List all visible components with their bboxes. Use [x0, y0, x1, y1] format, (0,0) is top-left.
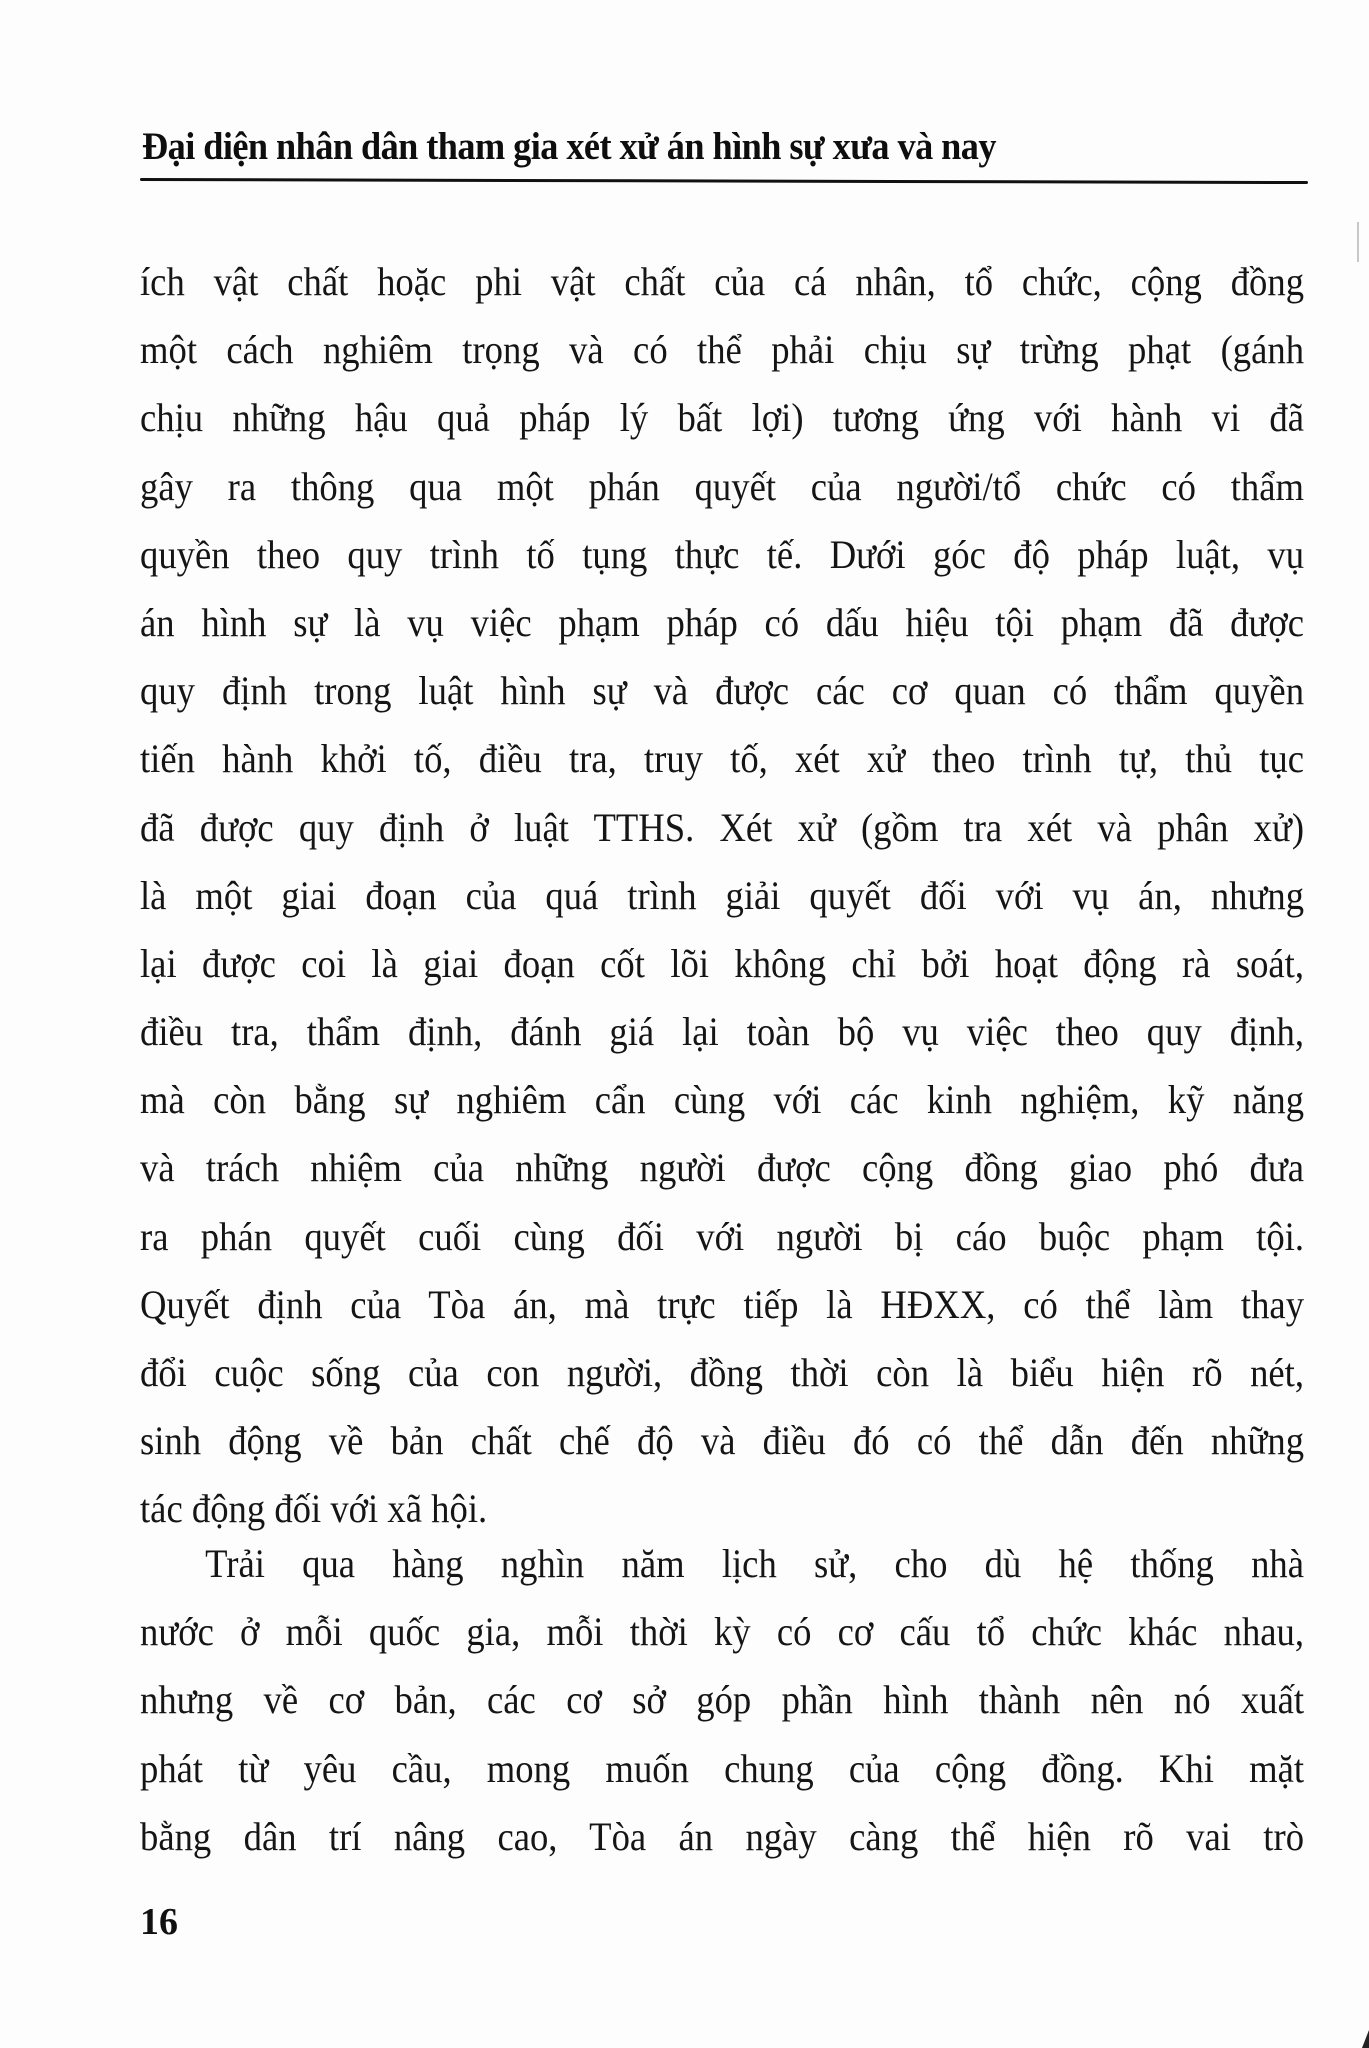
text-line: một cách nghiêm trọng và có thể phải chịu sự trừng phạt (gánh [140, 327, 1305, 373]
text-line: đổi cuộc sống của con người, đồng thời còn là biểu hiện rõ nét, [140, 1350, 1305, 1395]
text-line: Quyết định của Tòa án, mà trực tiếp là HĐXX, có thể làm thay [140, 1281, 1305, 1327]
text-line: Trải qua hàng nghìn năm lịch sử, cho dù hệ thống nhà [205, 1541, 1305, 1586]
text-line: sinh động về bản chất chế độ và điều đó có thể dẫn đến những [140, 1418, 1305, 1464]
page-corner-mark [1362, 2030, 1369, 2048]
text-line: là một giai đoạn của quá trình giải quyết đối với vụ án, nhưng [140, 872, 1305, 918]
header-rule [140, 178, 1308, 184]
text-line: gây ra thông qua một phán quyết của người/tổ chức có thẩm [140, 463, 1305, 509]
page-number: 16 [140, 1901, 178, 1943]
scan-speck [18, 1160, 48, 1178]
text-line: nước ở mỗi quốc gia, mỗi thời kỳ có cơ cấu tổ chức khác nhau, [140, 1609, 1305, 1655]
text-line: nhưng về cơ bản, các cơ sở góp phần hình thành nên nó xuất [140, 1677, 1305, 1723]
paragraph-1 [140, 248, 1304, 1544]
text-line: quy định trong luật hình sự và được các cơ quan có thẩm quyền [140, 668, 1305, 714]
text-line: đã được quy định ở luật TTHS. Xét xử (gồm tra xét và phân xử) [140, 804, 1305, 850]
paragraph-2 [140, 1530, 1304, 1871]
text-line: điều tra, thẩm định, đánh giá lại toàn bộ vụ việc theo quy định, [140, 1009, 1305, 1055]
text-line: chịu những hậu quả pháp lý bất lợi) tương ứng với hành vi đã [140, 395, 1305, 441]
text-line: ra phán quyết cuối cùng đối với người bị cáo buộc phạm tội. [140, 1213, 1305, 1259]
text-line: quyền theo quy trình tố tụng thực tế. Dưới góc độ pháp luật, vụ [140, 531, 1305, 577]
text-line: mà còn bằng sự nghiêm cẩn cùng với các kinh nghiệm, kỹ năng [140, 1077, 1305, 1123]
text-line: án hình sự là vụ việc phạm pháp có dấu hiệu tội phạm đã được [140, 599, 1305, 645]
text-line: bằng dân trí nâng cao, Tòa án ngày càng thể hiện rõ vai trò [140, 1813, 1305, 1859]
text-line: phát từ yêu cầu, mong muốn chung của cộng đồng. Khi mặt [140, 1745, 1305, 1791]
text-line: và trách nhiệm của những người được cộng đồng giao phó đưa [140, 1145, 1305, 1191]
text-line: tiến hành khởi tố, điều tra, truy tố, xét xử theo trình tự, thủ tục [140, 736, 1305, 782]
running-header-title: Đại diện nhân dân tham gia xét xử án hình sự xưa và nay [142, 125, 996, 168]
text-line: ích vật chất hoặc phi vật chất của cá nhân, tổ chức, cộng đồng [140, 259, 1305, 304]
text-line: tác động đối với xã hội. [140, 1486, 488, 1532]
page-edge-mark [1357, 222, 1359, 262]
text-line: lại được coi là giai đoạn cốt lõi không chỉ bởi hoạt động rà soát, [140, 940, 1305, 986]
